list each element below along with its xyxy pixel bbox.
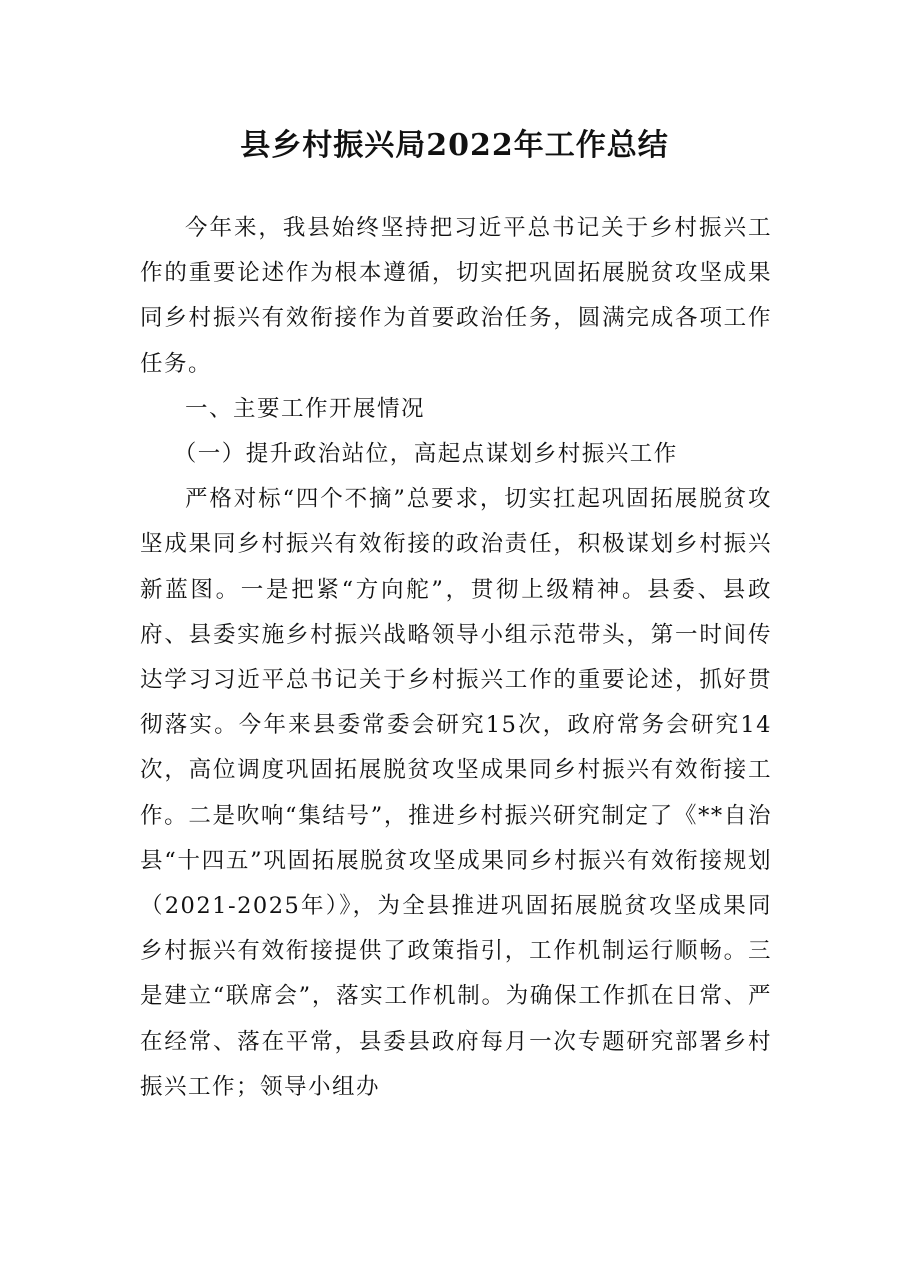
document-body: [140, 206, 772, 1110]
section-heading: 一、主要工作开展情况: [185, 395, 426, 422]
intro-paragraph: 今年来，我县始终坚持把习近平总书记关于乡村振兴工作的重要论述作为根本遵循，切实把巩固拓展脱贫攻坚成果同乡村振兴有效衔接作为首要政治任务，圆满完成各项工作任务。: [140, 215, 772, 377]
subsection-heading: （一）提升政治站位，高起点谋划乡村振兴工作: [173, 441, 678, 468]
body-paragraph: 严格对标“四个不摘”总要求，切实扛起巩固拓展脱贫攻坚成果同乡村振兴有效衔接的政治责任，积极谋划乡村振兴新蓝图。一是把紧“方向舵”，贯彻上级精神。县委、县政府、县委实施乡村振兴战略领导小组示范带头，第一时间传达学习习近平总书记关于乡村振兴工作的重要论述，抓好贯彻落实。今年来县委常委会研究15次，政府常务会研究14次，高位调度巩固拓展脱贫攻坚成果同乡村振兴有效衔接工作。二是吹响“集结号”，推进乡村振兴研究制定了《**自治县“十四五”巩固拓展脱贫攻坚成果同乡村振兴有效衔接规划（2021-2025年）》，为全县推进巩固拓展脱贫攻坚成果同乡村振兴有效衔接提供了政策指引，工作机制运行顺畅。三是建立“联席会”，落实工作机制。为确保工作抓在日常、严在经常、落在平常，县委县政府每月一次专题研究部署乡村振兴工作；领导小组办: [140, 486, 772, 1100]
document-title: 县乡村振兴局2022年工作总结: [240, 128, 669, 163]
